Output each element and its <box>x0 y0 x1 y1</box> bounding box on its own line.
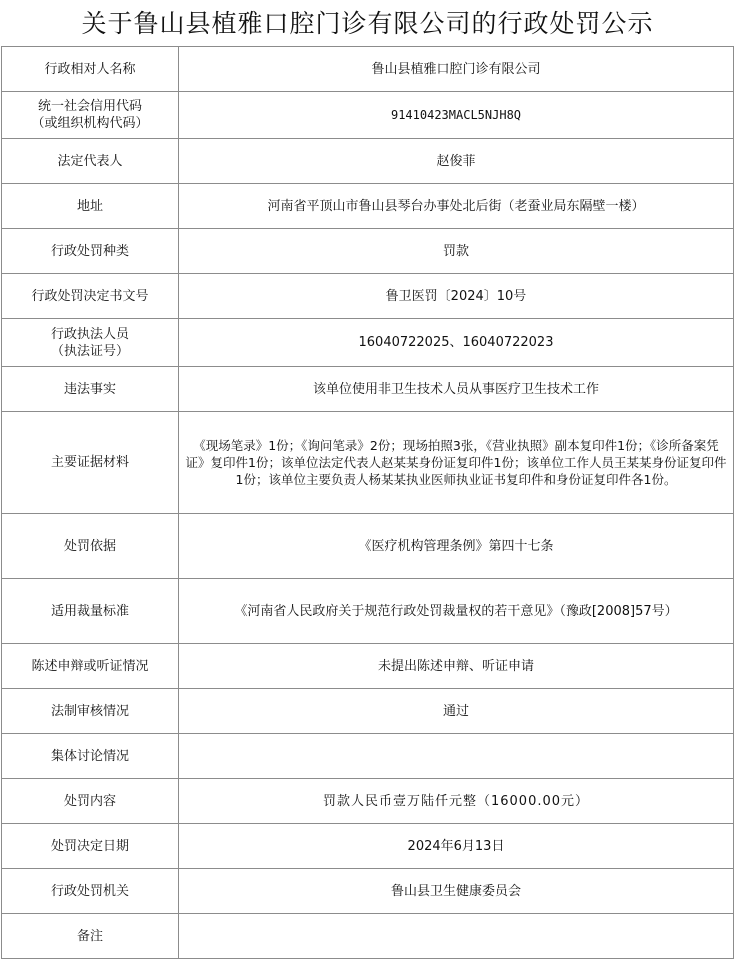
table-row-legal-review <box>2 689 734 734</box>
table-row-remarks <box>2 914 734 959</box>
row-value: 罚款人民币壹万陆仟元整（16000.00元） <box>179 779 734 824</box>
row-label: 行政处罚决定书文号 <box>2 274 179 319</box>
table-row-penalty-type <box>2 229 734 274</box>
table-row-hearing <box>2 644 734 689</box>
table-row-officers <box>2 319 734 367</box>
table-row-violation-facts <box>2 367 734 412</box>
row-label: 行政处罚机关 <box>2 869 179 914</box>
penalty-info-table <box>1 46 734 959</box>
table-row-legal-basis <box>2 514 734 579</box>
row-label-line: （或组织机构代码） <box>31 116 149 131</box>
page-title: 关于鲁山县植雅口腔门诊有限公司的行政处罚公示 <box>81 9 654 38</box>
row-label <box>2 319 179 367</box>
table-row-decision-number <box>2 274 734 319</box>
table-row-credit-code <box>2 92 734 139</box>
row-value: 未提出陈述申辩、听证申请 <box>179 644 734 689</box>
row-label-line: 行政执法人员 <box>50 326 129 342</box>
table-row-penalty-content <box>2 779 734 824</box>
row-label: 地址 <box>2 184 179 229</box>
table-row-authority <box>2 869 734 914</box>
row-value <box>179 734 734 779</box>
row-label: 行政相对人名称 <box>2 47 179 92</box>
row-label: 陈述申辩或听证情况 <box>2 644 179 689</box>
row-label: 违法事实 <box>2 367 179 412</box>
row-value: 16040722025、16040722023 <box>179 319 734 367</box>
row-value: 《现场笔录》1份；《询问笔录》2份；现场拍照3张，《营业执照》副本复印件1份；《诊所备案凭证》复印件1份；该单位法定代表人赵某某身份证复印件1份；该单位工作人员王某某身份证复印件1份；该单位主要负责人杨某某执业医师执业证书复印件和身份证复印件各1份。 <box>179 412 734 514</box>
row-label: 适用裁量标准 <box>2 579 179 644</box>
row-value: 河南省平顶山市鲁山县琴台办事处北后街（老蚕业局东隔壁一楼） <box>179 184 734 229</box>
row-label: 处罚决定日期 <box>2 824 179 869</box>
row-value: 《医疗机构管理条例》第四十七条 <box>179 514 734 579</box>
row-label: 法定代表人 <box>2 139 179 184</box>
row-label: 集体讨论情况 <box>2 734 179 779</box>
table-row-collective-discussion <box>2 734 734 779</box>
row-label: 处罚依据 <box>2 514 179 579</box>
row-label-line: （执法证号） <box>50 343 129 359</box>
row-value: 91410423MACL5NJH8Q <box>179 92 734 139</box>
table-row-decision-date <box>2 824 734 869</box>
row-value: 《河南省人民政府关于规范行政处罚裁量权的若干意见》（豫政[2008]57号） <box>179 579 734 644</box>
table-row-party-name <box>2 47 734 92</box>
row-value: 赵俊菲 <box>179 139 734 184</box>
table-row-address <box>2 184 734 229</box>
row-value: 通过 <box>179 689 734 734</box>
row-value: 鲁山县植雅口腔门诊有限公司 <box>179 47 734 92</box>
row-value: 罚款 <box>179 229 734 274</box>
row-label: 备注 <box>2 914 179 959</box>
row-value: 该单位使用非卫生技术人员从事医疗卫生技术工作 <box>179 367 734 412</box>
row-value: 2024年6月13日 <box>179 824 734 869</box>
row-label: 处罚内容 <box>2 779 179 824</box>
row-label-line: 统一社会信用代码 <box>37 99 142 114</box>
row-label <box>2 92 179 139</box>
row-label: 主要证据材料 <box>2 412 179 514</box>
row-label: 行政处罚种类 <box>2 229 179 274</box>
row-label: 法制审核情况 <box>2 689 179 734</box>
row-value: 鲁山县卫生健康委员会 <box>179 869 734 914</box>
row-value <box>179 914 734 959</box>
table-row-discretion-standard <box>2 579 734 644</box>
row-value: 鲁卫医罚〔2024〕10号 <box>179 274 734 319</box>
table-row-evidence <box>2 412 734 514</box>
table-row-legal-rep <box>2 139 734 184</box>
